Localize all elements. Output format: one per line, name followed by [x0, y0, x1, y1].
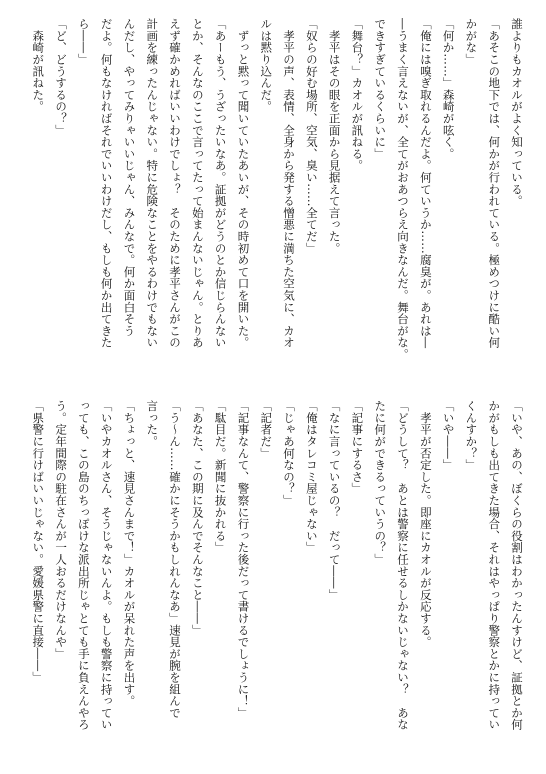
text-line: 「あそこの地下では、何かが行われている。極めつけに酷い何 — [487, 18, 502, 349]
text-line: 孝平はその眼を正面から見据えて言った。 — [327, 18, 342, 254]
text-line: ずっと黙って聞いていたあいが、その時初めて口を開いた。 — [236, 18, 251, 349]
upper-text-block — [16, 18, 528, 369]
text-line: 森崎が訊ねた。 — [31, 18, 46, 113]
text-line: んだし、やってみりゃいいじゃん、みんなで。何か面白そう — [122, 18, 137, 337]
text-line: ―うまく言えないが、全てがおあつらえ向きなんだ。舞台がな。 — [396, 18, 411, 361]
text-line: 「俺はタレコミ屋じゃない」 — [304, 400, 319, 554]
text-line: できすぎているくらいに」 — [373, 18, 388, 160]
text-line: 孝平が否定した。即座にカオルが反応する。 — [418, 400, 433, 648]
text-line: 「記者だ」 — [259, 400, 274, 459]
text-line: とか、そんなのここで言ってたって始まんないじゃん。とりあ — [190, 18, 205, 349]
text-line: 「奴らの好む場所、空気、臭い……全てだ」 — [304, 18, 319, 254]
text-line: だよ。何もなければそれでいいわけだし、もしも何か出てきた — [99, 18, 114, 349]
text-line: 「いや、あの、ぼくらの役割はわかったんすけど、証拠とか何 — [510, 400, 524, 731]
text-line: う。定年間際の駐在さんが一人おるだけなんや」 — [54, 400, 69, 660]
text-line: 「ちょっと、速見さんまで！」カオルが呆れた声を出す。 — [122, 400, 137, 707]
lower-text-block — [16, 400, 528, 745]
text-line: くんすか？」 — [464, 400, 479, 471]
text-line: 「あーもう、うざったいなあ。証拠がどうのとか信じらんない — [213, 18, 228, 349]
text-line: 「なに言っているの？ だって――」 — [327, 400, 342, 601]
text-line: 「記事にするさ」 — [350, 400, 365, 495]
text-line: 「ど、どうするの？」 — [54, 18, 69, 136]
text-line: 「う～ん……確かにそうかもしれんなあ」速見が腕を組んで — [168, 400, 183, 719]
text-line: 「じゃあ何なの？」 — [282, 400, 297, 507]
text-line: 誰よりもカオルがよく知っている。 — [510, 18, 524, 207]
text-line: 言った。 — [145, 400, 160, 448]
text-line: 「いやカオルさん、そうじゃないんよ。もしも警察に持ってい — [99, 400, 114, 731]
text-line: 「記事なんて、警察に行った後だって書けるでしょうに！」 — [236, 400, 251, 719]
text-line: 「いや――」 — [441, 400, 456, 471]
text-line: かがもしも出てきた場合、それはやっぱり警察とかに持ってい — [487, 400, 502, 731]
text-line: かがな」 — [464, 18, 479, 66]
text-line: 「舞台？」カオルが訊ねる。 — [350, 18, 365, 172]
text-line: 「あなた、この期に及んでそんなこと――」 — [190, 400, 205, 636]
text-line: 「駄目だ。新聞に抜かれる」 — [213, 400, 228, 554]
text-line: 計画を練ったんじゃない。特に危険なことをやるわけでもない — [145, 18, 160, 349]
text-line: 「どうして？ あとは警察に任せるしかないじゃない？ あな — [396, 400, 411, 731]
text-line: えず確かめればいいわけでしょ？ そのために孝平さんがこの — [168, 18, 183, 349]
text-line: ルは黙り込んだ。 — [259, 18, 274, 113]
text-line: っても、この島のちっぽけな派出所じゃとても手に負えんやろ — [76, 400, 91, 731]
text-line: たに何ができるっていうの？」 — [373, 400, 388, 566]
text-line: 孝平の声、表情、全身から発する憎悪に満ちた空気に、カオ — [282, 18, 297, 349]
text-line: ら――」 — [76, 18, 91, 66]
text-line: 「何か……」森崎が呟く。 — [441, 18, 456, 160]
text-line: 「俺には嗅ぎ取れるんだよ。何ていうか……腐臭が。あれは― — [418, 18, 433, 349]
text-line: 「県警に行けばいいじゃない。愛媛県警に直接――」 — [31, 400, 46, 684]
